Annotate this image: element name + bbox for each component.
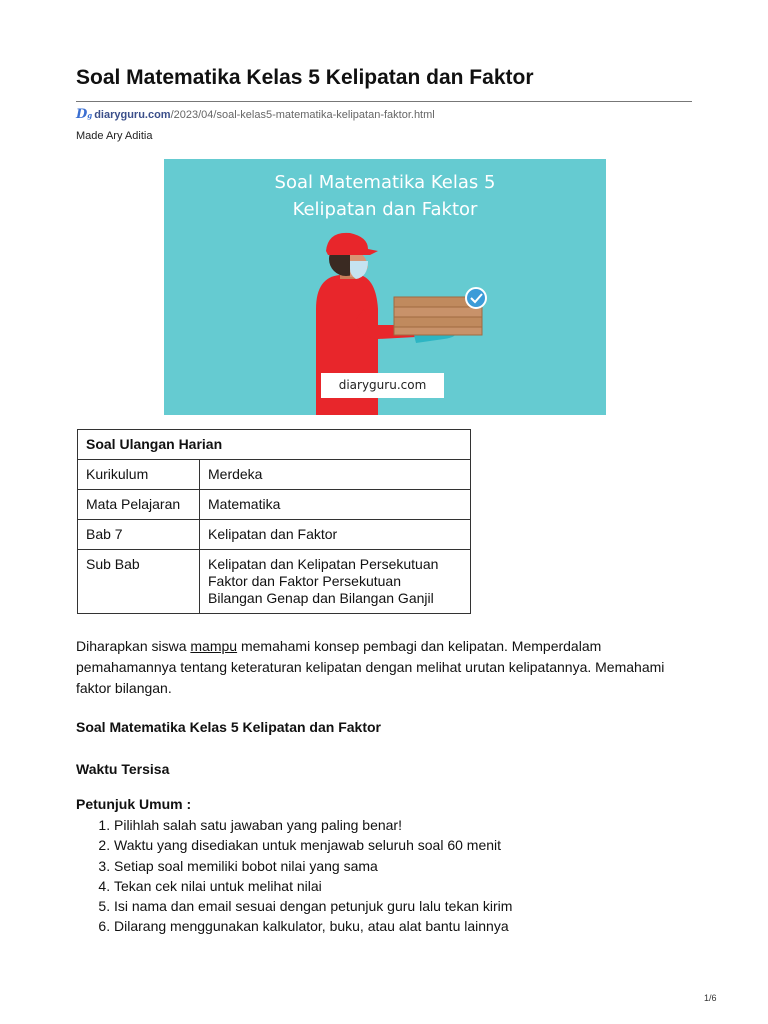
table-row: Mata Pelajaran Matematika [78,490,471,520]
list-item: 4. Tekan cek nilai untuk melihat nilai [114,876,734,896]
list-item: 6. Dilarang menggunakan kalkulator, buku, atau alat bantu lainnya [114,916,734,936]
title-divider [76,101,692,102]
pizza-box [394,327,482,335]
section-title: Soal Matematika Kelas 5 Kelipatan dan Faktor [76,719,381,735]
diaryguru-logo-icon: Dg [76,107,93,122]
intro-paragraph: Diharapkan siswa mampu memahami konsep pembagi dan kelipatan. Memperdalam pemahamannya tentang keteraturan kelipatan dengan melihat urutan kelipatannya. Memahami faktor bilangan. [76,638,665,696]
pizza-box [394,307,482,317]
list-item: 2. Waktu yang disediakan untuk menjawab seluruh soal 60 menit [114,835,734,855]
banner-title: Soal Matematika Kelas 5 Kelipatan dan Faktor [274,172,496,220]
table-row: Bab 7 Kelipatan dan Faktor [78,520,471,550]
instructions-heading: Petunjuk Umum : [76,796,192,812]
info-table [77,429,471,614]
table-heading: Soal Ulangan Harian [78,430,471,460]
table-row: Kurikulum Merdeka [78,460,471,490]
list-item: 3. Setiap soal memiliki bobot nilai yang sama [114,856,734,876]
instructions-list [76,815,734,937]
table-row: Sub Bab Kelipatan dan Kelipatan Persekutuan Faktor dan Faktor Persekutuan Bilangan Genap dan Bilangan Ganjil [78,550,471,614]
source-path-link[interactable]: /2023/04/soal-kelas5-matematika-kelipatan-faktor.html [170,108,435,121]
list-item: 1. Pilihlah salah satu jawaban yang paling benar! [114,815,734,835]
mampu-link[interactable]: mampu [190,638,238,654]
person-cap [326,233,378,255]
time-remaining-label: Waktu Tersisa [76,761,170,777]
author-name: Made Ary Aditia [76,130,153,142]
page-number: 1/6 [704,993,717,1003]
source-domain-link[interactable]: diaryguru.com [94,108,171,121]
source-line[interactable] [76,107,435,122]
pizza-box [394,317,482,327]
article-banner-image [164,159,606,415]
page-title: Soal Matematika Kelas 5 Kelipatan dan Faktor [76,66,534,89]
check-badge-icon [466,288,486,308]
banner-site-label: diaryguru.com [321,373,444,398]
list-item: 5. Isi nama dan email sesuai dengan petunjuk guru lalu tekan kirim [114,896,734,916]
